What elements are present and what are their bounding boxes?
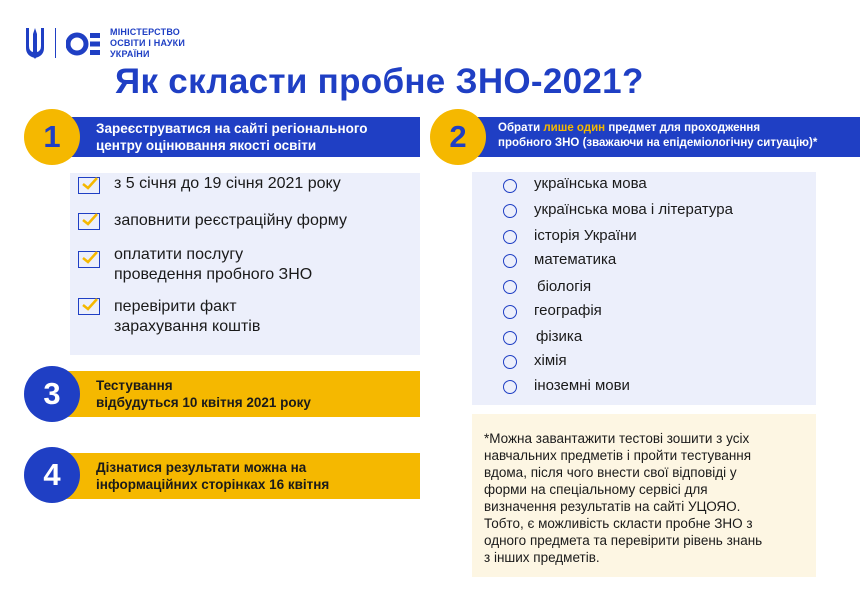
checklist-item [114, 211, 347, 231]
subject-radio[interactable] [503, 331, 517, 345]
ministry-line: УКРАЇНИ [110, 49, 150, 59]
step-2-text [498, 121, 860, 136]
checkbox-icon [78, 298, 100, 315]
subject-radio[interactable] [503, 305, 517, 319]
ministry-line: МІНІСТЕРСТВО [110, 27, 181, 37]
note-text [484, 430, 810, 566]
step-3-bar [66, 371, 420, 417]
checklist-item [114, 297, 260, 337]
note-line: форми на спеціальному сервісі для [484, 482, 708, 497]
checkbox-icon [78, 177, 100, 194]
step-1-number: 1 [24, 109, 80, 165]
subject-radio[interactable] [503, 179, 517, 193]
note-line: визначення результатів на сайті УЦОЯО. [484, 499, 741, 514]
step-2-text-part: предмет для проходження [605, 122, 761, 134]
subject-radio[interactable] [503, 355, 517, 369]
subject-label: біологія [537, 278, 592, 295]
step-4-bar [66, 453, 420, 499]
step-1-text: центру оцінювання якості освіти [96, 138, 317, 153]
subject-label: українська мова і література [534, 201, 733, 218]
step-2-number: 2 [430, 109, 486, 165]
subject-label: історія України [534, 227, 637, 244]
checklist-item-text: заповнити реєстраційну форму [114, 212, 347, 229]
subject-radio[interactable] [503, 254, 517, 268]
step-2-highlight: лише один [543, 122, 606, 134]
step-3-text: Тестування [96, 378, 173, 393]
ministry-line: ОСВІТИ І НАУКИ [110, 38, 185, 48]
checklist-item-text: проведення пробного ЗНО [114, 266, 313, 283]
subject-radio[interactable] [503, 230, 517, 244]
checklist-item-text: перевірити факт [114, 298, 237, 315]
checklist-item [114, 245, 312, 285]
checkbox-icon [78, 251, 100, 268]
checklist-item-text: оплатити послугу [114, 246, 244, 263]
note-line: з інших предметів. [484, 550, 600, 565]
ministry-logo-icon [66, 30, 100, 58]
note-line: Тобто, є можливість скласти пробне ЗНО з [484, 516, 753, 531]
page-title: Як скласти пробне ЗНО-2021? [115, 62, 644, 101]
step-4-number: 4 [24, 447, 80, 503]
step-2-bar [476, 117, 860, 157]
step-1-bar [66, 117, 420, 157]
step-2-text-part: Обрати [498, 122, 544, 134]
step-3-number: 3 [24, 366, 80, 422]
note-line: одного предмета та перевірити рівень знань [484, 533, 763, 548]
note-line: *Можна завантажити тестові зошити з усіх [484, 431, 750, 446]
subject-radio[interactable] [503, 380, 517, 394]
subject-label: географія [534, 302, 602, 319]
checklist-item [114, 174, 341, 194]
note-line: вдома, після чого внести свої відповіді у [484, 465, 737, 480]
subject-label: українська мова [534, 175, 647, 192]
step-4-text: інформаційних сторінках 16 квітня [96, 477, 330, 492]
subject-radio[interactable] [503, 204, 517, 218]
note-line: навчальних предметів і пройти тестування [484, 448, 752, 463]
ministry-name [110, 27, 185, 60]
trident-emblem-icon [24, 26, 46, 60]
step-2-text: пробного ЗНО (зважаючи на епідеміологічну ситуацію)* [498, 137, 818, 149]
subject-label: іноземні мови [534, 377, 630, 394]
step-4-text: Дізнатися результати можна на [96, 460, 307, 475]
checkbox-icon [78, 213, 100, 230]
logo-divider [55, 28, 56, 58]
step-1-text: Зареєструватися на сайті регіонального [96, 121, 368, 136]
checklist-item-text: зарахування коштів [114, 318, 261, 335]
subject-label: математика [534, 251, 617, 268]
subject-label: хімія [534, 352, 567, 369]
step-3-text: відбудуться 10 квітня 2021 року [96, 395, 311, 410]
subject-label: фізика [536, 328, 583, 345]
subject-radio[interactable] [503, 280, 517, 294]
checklist-item-text: з 5 січня до 19 січня 2021 року [114, 175, 341, 192]
